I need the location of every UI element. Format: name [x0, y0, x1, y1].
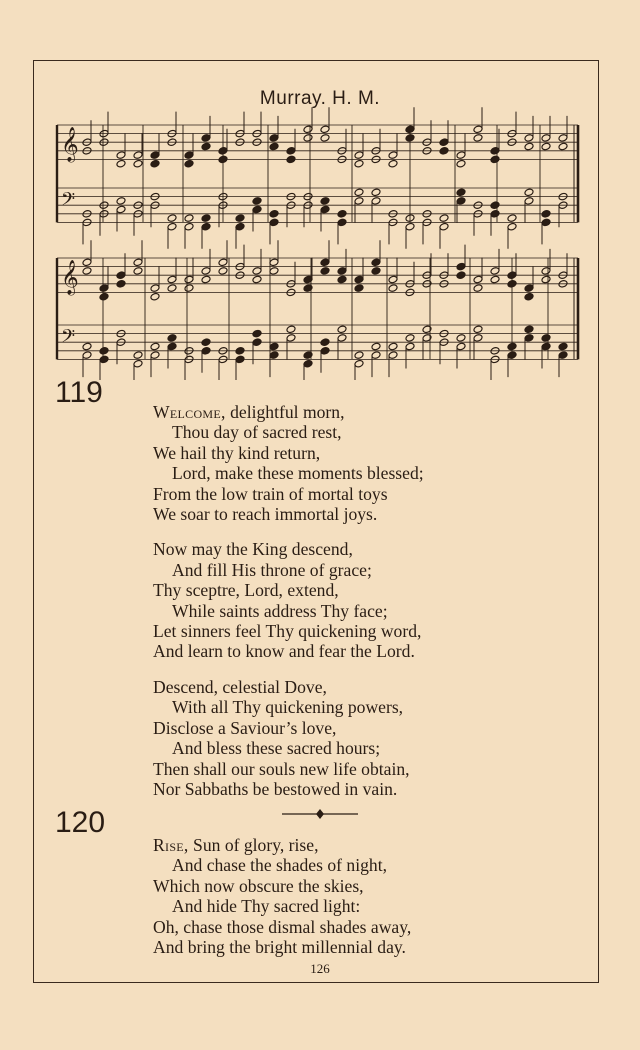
note-head	[524, 134, 534, 143]
note-head	[167, 342, 177, 351]
verse-line: Disclose a Saviour’s love,	[153, 717, 337, 738]
verse-line: Which now obscure the skies,	[153, 875, 364, 896]
note-head	[524, 325, 534, 334]
note-head	[303, 284, 313, 293]
note-head	[405, 334, 415, 343]
note-head	[201, 134, 211, 143]
note-head	[133, 351, 143, 360]
note-head	[405, 134, 415, 143]
note-head	[184, 284, 194, 293]
note-head	[388, 284, 398, 293]
verse-line: Lord, make these moments blessed;	[172, 463, 424, 484]
note-head	[252, 275, 262, 284]
note-head	[388, 275, 398, 284]
note-head	[439, 214, 449, 223]
note-head	[116, 280, 126, 289]
note-head	[252, 197, 262, 206]
note-head	[507, 280, 517, 289]
note-head	[252, 205, 262, 214]
note-head	[473, 334, 483, 343]
note-head	[167, 222, 177, 231]
tune-title: Murray. H. M.	[259, 88, 381, 109]
note-head	[116, 159, 126, 168]
note-head	[541, 267, 551, 276]
note-head	[405, 222, 415, 231]
note-head	[286, 334, 296, 343]
stanza	[153, 402, 583, 524]
note-head	[473, 275, 483, 284]
stanza	[153, 835, 583, 957]
note-head	[337, 210, 347, 219]
note-head	[558, 342, 568, 351]
note-head	[82, 342, 92, 351]
note-head	[303, 359, 313, 368]
verse-line: While saints address Thy face;	[172, 600, 388, 621]
hymn-number-120: 120	[55, 806, 106, 839]
note-head	[201, 142, 211, 151]
note-head	[184, 275, 194, 284]
note-head	[99, 284, 109, 293]
note-head	[490, 155, 500, 164]
stanza	[153, 677, 583, 799]
note-head	[286, 155, 296, 164]
note-head	[473, 134, 483, 143]
verse-line: We soar to reach immortal joys.	[153, 504, 378, 525]
note-head	[490, 267, 500, 276]
note-head	[337, 325, 347, 334]
note-head	[116, 151, 126, 160]
note-head	[167, 275, 177, 284]
note-head	[456, 342, 466, 351]
note-head	[473, 325, 483, 334]
note-head	[456, 334, 466, 343]
note-head	[456, 159, 466, 168]
note-head	[82, 267, 92, 276]
stanza	[153, 539, 583, 661]
note-head	[269, 351, 279, 360]
verse-line: Descend, celestial Dove,	[153, 676, 327, 697]
note-head	[439, 222, 449, 231]
note-head	[201, 222, 211, 231]
note-head	[558, 351, 568, 360]
note-head	[456, 151, 466, 160]
note-head	[337, 267, 347, 276]
note-head	[320, 205, 330, 214]
note-head	[167, 334, 177, 343]
note-head	[184, 214, 194, 223]
note-head	[218, 267, 228, 276]
note-head	[371, 197, 381, 206]
note-head	[371, 267, 381, 276]
note-head	[541, 210, 551, 219]
music-score	[0, 0, 640, 380]
verse-line: Rise, Sun of glory, rise,	[153, 835, 319, 855]
note-head	[490, 147, 500, 156]
note-head	[82, 351, 92, 360]
note-head	[99, 292, 109, 301]
note-head	[354, 284, 364, 293]
note-head	[320, 197, 330, 206]
note-head	[558, 134, 568, 143]
note-head	[490, 210, 500, 219]
note-head	[354, 188, 364, 197]
note-head	[541, 275, 551, 284]
note-head	[269, 267, 279, 276]
note-head	[235, 355, 245, 364]
note-head	[320, 267, 330, 276]
verse-line: Nor Sabbaths be bestowed in vain.	[153, 778, 398, 799]
note-head	[541, 142, 551, 151]
note-head	[150, 351, 160, 360]
note-head	[337, 275, 347, 284]
note-head	[252, 267, 262, 276]
note-head	[184, 222, 194, 231]
hymn-120-text	[153, 835, 583, 972]
note-head	[490, 275, 500, 284]
verse-line: We hail thy kind return,	[153, 442, 321, 463]
note-head	[388, 151, 398, 160]
note-head	[303, 125, 313, 134]
note-head	[473, 125, 483, 134]
note-head	[456, 188, 466, 197]
note-head	[524, 292, 534, 301]
verse-line: Let sinners feel Thy quickening word,	[153, 621, 422, 642]
note-head	[388, 351, 398, 360]
verse-line: And bless these sacred hours;	[172, 738, 381, 759]
note-head	[269, 258, 279, 267]
ornament-divider	[280, 808, 360, 820]
note-head	[320, 134, 330, 143]
note-head	[507, 342, 517, 351]
note-head	[269, 342, 279, 351]
verse-line: Thy sceptre, Lord, extend,	[153, 580, 339, 601]
note-head	[558, 142, 568, 151]
verse-line: Welcome, delightful morn,	[153, 402, 345, 422]
note-head	[337, 218, 347, 227]
note-head	[303, 351, 313, 360]
note-head	[507, 222, 517, 231]
note-head	[507, 214, 517, 223]
note-head	[269, 210, 279, 219]
note-head	[371, 342, 381, 351]
note-head	[371, 258, 381, 267]
verse-line: With all Thy quickening powers,	[172, 697, 404, 718]
note-head	[371, 351, 381, 360]
note-head	[99, 355, 109, 364]
note-head	[150, 284, 160, 293]
note-head	[490, 201, 500, 210]
note-head	[201, 338, 211, 347]
first-word: Rise,	[153, 835, 189, 855]
note-head	[218, 147, 228, 156]
note-head	[218, 155, 228, 164]
note-head	[252, 338, 262, 347]
note-head	[184, 151, 194, 160]
note-head	[320, 347, 330, 356]
note-head	[405, 342, 415, 351]
note-head	[150, 292, 160, 301]
note-head	[201, 347, 211, 356]
note-head	[82, 258, 92, 267]
note-head	[354, 275, 364, 284]
note-head	[303, 134, 313, 143]
note-head	[320, 338, 330, 347]
note-head	[201, 214, 211, 223]
note-head	[286, 147, 296, 156]
note-head	[524, 197, 534, 206]
bass-clef-icon: 𝄢	[61, 189, 76, 215]
note-head	[439, 138, 449, 147]
verse-line: Now may the King descend,	[153, 539, 353, 560]
verse-line: And fill His throne of grace;	[172, 559, 372, 580]
note-head	[524, 188, 534, 197]
bass-clef-icon: 𝄢	[61, 326, 76, 352]
treble-clef-icon: 𝄞	[61, 127, 79, 163]
first-word: Welcome,	[153, 402, 226, 422]
note-head	[303, 275, 313, 284]
note-head	[320, 125, 330, 134]
note-head	[473, 284, 483, 293]
note-head	[235, 222, 245, 231]
note-head	[269, 142, 279, 151]
note-head	[116, 205, 126, 214]
verse-line: Oh, chase those dismal shades away,	[153, 916, 412, 937]
note-head	[388, 159, 398, 168]
page-number: 126	[310, 961, 330, 976]
note-head	[150, 159, 160, 168]
note-head	[439, 147, 449, 156]
note-head	[133, 151, 143, 160]
note-head	[269, 134, 279, 143]
note-head	[235, 347, 245, 356]
note-head	[541, 334, 551, 343]
note-head	[524, 334, 534, 343]
verse-line: And hide Thy sacred light:	[172, 896, 361, 917]
note-head	[320, 258, 330, 267]
note-head	[541, 218, 551, 227]
note-head	[201, 275, 211, 284]
note-head	[133, 359, 143, 368]
note-head	[167, 284, 177, 293]
note-head	[354, 151, 364, 160]
verse-line: Thou day of sacred rest,	[172, 422, 342, 443]
note-head	[388, 342, 398, 351]
note-head	[354, 359, 364, 368]
note-head	[184, 159, 194, 168]
verse-line: And chase the shades of night,	[172, 855, 387, 876]
note-head	[269, 218, 279, 227]
verse-line: From the low train of mortal toys	[153, 483, 388, 504]
note-head	[201, 267, 211, 276]
note-head	[371, 188, 381, 197]
treble-clef-icon: 𝄞	[61, 260, 79, 296]
note-head	[286, 325, 296, 334]
verse-line: And bring the bright millennial day.	[153, 937, 406, 958]
note-head	[133, 258, 143, 267]
hymn-119-text	[153, 402, 583, 814]
note-head	[252, 329, 262, 338]
note-head	[133, 267, 143, 276]
note-head	[235, 214, 245, 223]
note-head	[354, 159, 364, 168]
note-head	[541, 134, 551, 143]
verse-line: And learn to know and fear the Lord.	[153, 641, 415, 662]
note-head	[456, 262, 466, 271]
note-head	[541, 342, 551, 351]
note-head	[524, 142, 534, 151]
note-head	[354, 197, 364, 206]
note-head	[167, 214, 177, 223]
note-head	[507, 351, 517, 360]
note-head	[150, 151, 160, 160]
note-head	[337, 334, 347, 343]
note-head	[150, 342, 160, 351]
note-head	[116, 271, 126, 280]
verse-line: Then shall our souls new life obtain,	[153, 758, 410, 779]
note-head	[456, 271, 466, 280]
note-head	[422, 334, 432, 343]
note-head	[456, 197, 466, 206]
note-head	[524, 284, 534, 293]
note-head	[133, 159, 143, 168]
note-head	[507, 271, 517, 280]
hymn-number-119: 119	[55, 376, 103, 409]
note-head	[218, 258, 228, 267]
note-head	[422, 325, 432, 334]
note-head	[405, 125, 415, 134]
note-head	[116, 197, 126, 206]
note-head	[99, 347, 109, 356]
note-head	[354, 351, 364, 360]
